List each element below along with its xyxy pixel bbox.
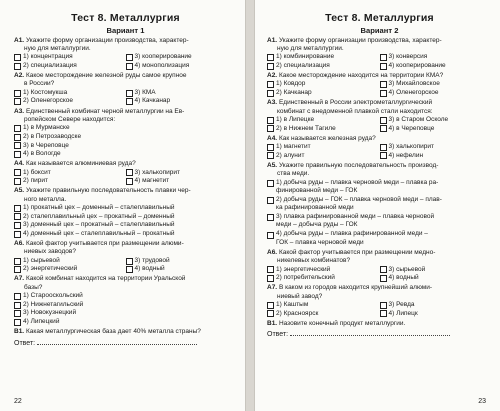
question-a5 [267,162,492,179]
answer-line[interactable] [37,344,197,345]
question-a1 [267,37,492,54]
options-a1 [14,53,237,70]
question-b1 [267,320,492,328]
answer-checkbox[interactable] [126,54,133,61]
answer-checkbox[interactable] [380,275,387,282]
variant-label: Вариант 2 [360,26,399,35]
answer-checkbox[interactable] [126,266,133,273]
option-label: 4) водный [134,265,165,273]
answer-checkbox[interactable] [380,152,387,159]
answer-checkbox[interactable] [267,125,274,132]
options-a6 [14,257,237,274]
answer-checkbox[interactable] [380,125,387,132]
option-label: 1) боксит [23,168,51,176]
question-text: В каком из городов находится крупнейший алюми- [278,284,433,292]
question-a2 [14,72,237,89]
question-number: А2. [267,72,278,79]
option-label: 4) в Череповце [388,124,435,132]
question-text-cont: ропейском Севере находится: [24,115,116,123]
question-text: Укажите правильную последовательность плавки чер- [25,187,191,195]
question-text: Как называется алюминиевая руда? [25,160,136,168]
question-number: А7. [14,275,25,283]
question-number: А2. [14,72,25,79]
answer-field[interactable] [267,331,492,338]
option-label: 3) доменный цех – прокатный – сталеплавильный [23,221,175,229]
answer-checkbox[interactable] [380,144,387,151]
option-label: 3) трудовой [134,256,170,264]
option-label: 1) Костомукша [23,88,68,96]
variant-label: Вариант 1 [106,26,145,35]
answer-checkbox[interactable] [267,310,274,317]
answer-checkbox[interactable] [267,266,274,273]
answer-checkbox[interactable] [267,197,274,204]
answer-checkbox[interactable] [126,258,133,265]
options-a4 [267,143,492,160]
answer-line[interactable] [290,335,450,336]
question-number: А5. [14,187,25,195]
options-a5 [267,179,492,248]
question-text: Какое месторождение железной руды самое крупное [25,72,187,79]
option-label: 4) Липецк [388,309,418,317]
answer-checkbox[interactable] [380,63,387,70]
options-a2 [267,80,492,97]
option-label: 2) пирит [23,177,48,185]
answer-checkbox[interactable] [267,232,274,239]
question-text-cont: базы? [24,283,43,291]
question-a7 [267,284,492,301]
option-label: 1) Старооскольский [23,292,83,300]
question-text-cont: ства меди. [277,170,310,178]
options-a7 [267,301,492,318]
answer-checkbox[interactable] [14,134,21,141]
answer-checkbox[interactable] [14,205,21,212]
option-label: 3) в Череповце [23,141,69,149]
question-text-cont: ную для металлургии. [24,44,91,52]
options-a5 [14,204,237,238]
answer-checkbox[interactable] [267,214,274,221]
option-label: 3) Ревда [388,301,415,309]
question-number: А1. [267,36,278,44]
right-page [254,0,500,411]
question-text-cont: ниевых заводов? [24,248,76,256]
question-text: Какой фактор учитывается при размещении алюми- [25,239,184,247]
question-text: Назовите конечный продукт металлургии. [278,319,406,327]
question-number: А4. [267,134,278,142]
left-page [0,0,246,411]
option-label: 3) КМА [134,88,156,96]
answer-checkbox[interactable] [267,54,274,61]
option-label: 2) Красноярск [276,309,319,317]
option-label: 2) Оленегорское [23,97,74,105]
answer-checkbox[interactable] [14,293,21,300]
option-label: 3) в Старом Осколе [388,115,449,123]
option-label: 1) прокатный цех – доменный – сталеплавильный [23,204,175,212]
answer-checkbox[interactable] [380,81,387,88]
option-label: 4) добыча руды – плавка рафинированной меди – ГОК – плавка черновой меди [276,230,428,246]
question-a4 [14,160,237,168]
option-label: 2) сталеплавильный цех – прокатный – доменный [23,212,175,220]
option-label: 3) халькопирит [388,143,434,150]
option-label: 2) алунит [276,151,305,159]
answer-checkbox[interactable] [14,54,21,61]
answer-field[interactable] [14,340,237,347]
question-a2 [267,72,492,80]
option-label: 3) конверсия [388,53,428,61]
question-number: А6. [267,248,278,256]
option-label: 4) Оленегорское [388,89,439,96]
options-a2 [14,89,237,106]
question-text-cont: в России? [24,80,55,88]
option-label: 2) специализация [23,61,77,69]
question-text: Как называется железная руда? [278,134,376,142]
answer-checkbox[interactable] [126,63,133,70]
answer-checkbox[interactable] [380,302,387,309]
option-label: 3) халькопирит [134,168,180,176]
question-text-cont: комбинат с внедоменной плавкой стали находится: [277,107,433,115]
option-label: 1) в Липецке [276,115,315,123]
question-number: А7. [267,284,278,292]
test-title: Тест 8. Металлургия [325,12,434,24]
question-text-cont: ную для металлургии. [277,44,344,52]
option-label: 2) энергетический [23,265,78,273]
answer-checkbox[interactable] [126,98,133,105]
answer-label: Ответ: [267,331,289,339]
option-label: 1) Каштым [276,301,309,309]
option-label: 3) кооперирование [134,53,192,61]
answer-checkbox[interactable] [14,231,21,238]
question-text: Укажите правильную последовательность производ- [278,161,439,169]
question-number: А5. [267,161,278,169]
option-label: 4) водный [388,274,419,282]
option-label: 4) Качканар [134,97,171,105]
answer-checkbox[interactable] [380,117,387,124]
option-label: 1) энергетический [276,265,331,273]
option-label: 2) Нижнетагильский [23,300,84,308]
options-a3 [267,116,492,133]
option-label: 3) Новокузнецкий [23,309,77,317]
answer-checkbox[interactable] [14,213,21,220]
option-label: 2) добыча руды – ГОК – плавка черновой меди – плав- ка рафинированной меди [276,195,442,212]
answer-checkbox[interactable] [380,266,387,273]
question-b1 [14,328,237,336]
option-label: 1) комбинирование [276,53,335,61]
answer-checkbox[interactable] [14,258,21,265]
question-number: А4. [14,160,25,168]
question-a6 [267,249,492,266]
question-text: Какая металлургическая база дает 40% металла страны? [25,328,201,336]
answer-checkbox[interactable] [380,310,387,317]
test-title: Тест 8. Металлургия [71,12,180,24]
options-a1 [267,53,492,70]
answer-checkbox[interactable] [14,98,21,105]
option-label: 1) магнетит [276,143,311,150]
option-label: 4) Липецкий [23,318,60,326]
question-number: В1. [14,328,25,336]
answer-checkbox[interactable] [267,63,274,70]
question-number: А3. [14,107,25,115]
option-label: 2) в Петрозаводске [23,132,82,140]
answer-checkbox[interactable] [14,63,21,70]
answer-checkbox[interactable] [267,81,274,88]
answer-checkbox[interactable] [267,275,274,282]
question-number: А1. [14,36,25,44]
answer-checkbox[interactable] [14,169,21,176]
option-label: 4) доменный цех – сталеплавильный – прокатный [23,229,175,237]
question-a7 [14,275,237,292]
question-number: А3. [267,99,278,107]
question-text: Укажите форму организации производства, характер- [25,36,189,44]
answer-checkbox[interactable] [126,169,133,176]
answer-checkbox[interactable] [14,302,21,309]
answer-checkbox[interactable] [14,266,21,273]
option-label: 2) специализация [276,61,330,69]
option-label: 4) нефелин [388,151,424,159]
question-text: Какое месторождение находится на территории КМА? [278,72,444,79]
question-a5 [14,187,237,204]
answer-checkbox[interactable] [267,90,274,97]
option-label: 4) магнетит [134,177,170,185]
answer-checkbox[interactable] [380,54,387,61]
question-a6 [14,240,237,257]
answer-checkbox[interactable] [14,319,21,326]
page-number: 22 [14,398,22,405]
question-text-cont: ного металла. [24,195,67,203]
option-label: 3) сырьевой [388,265,426,273]
question-text-cont: никелевых комбинатов? [277,257,351,265]
answer-checkbox[interactable] [14,178,21,185]
options-a7 [14,292,237,326]
question-a4 [267,135,492,143]
options-a4 [14,169,237,186]
option-label: 3) Михайловское [388,80,440,88]
question-text: Единственный в России электрометаллургический [278,99,433,107]
answer-checkbox[interactable] [267,180,274,187]
question-number: В1. [267,319,278,327]
option-label: 1) концентрация [23,53,73,61]
option-label: 4) в Вологде [23,150,61,158]
option-label: 4) монополизация [134,61,190,69]
answer-checkbox[interactable] [126,178,133,185]
question-text: Какой фактор учитывается при размещении медно- [278,248,436,256]
option-label: 1) Ковдор [276,80,306,88]
option-label: 2) потребительский [276,274,335,282]
answer-checkbox[interactable] [14,90,21,97]
answer-checkbox[interactable] [267,152,274,159]
question-text: Укажите форму организации производства, характер- [278,36,442,44]
question-text-cont: ниевый завод? [277,292,323,300]
option-label: 1) в Мурманске [23,124,70,132]
question-a3 [14,108,237,125]
answer-checkbox[interactable] [267,302,274,309]
option-label: 3) плавка рафинированной меди – плавка черновой меди – добыча руды – ГОК [276,212,435,229]
answer-checkbox[interactable] [267,117,274,124]
answer-checkbox[interactable] [126,90,133,97]
answer-checkbox[interactable] [380,90,387,97]
answer-checkbox[interactable] [14,125,21,132]
question-a1 [14,37,237,54]
option-label: 4) кооперирование [388,61,446,69]
answer-checkbox[interactable] [14,151,21,158]
answer-checkbox[interactable] [14,142,21,149]
page-number: 23 [478,398,486,405]
answer-checkbox[interactable] [14,222,21,229]
option-label: 1) сырьевой [23,256,60,264]
option-label: 2) в Нижнем Тагиле [276,124,336,132]
options-a6 [267,266,492,283]
answer-label: Ответ: [14,339,36,347]
options-a3 [14,124,237,158]
question-text: Какой комбинат находится на территории Уральской [25,275,186,283]
question-a3 [267,99,492,116]
answer-checkbox[interactable] [14,310,21,317]
question-number: А6. [14,239,25,247]
option-label: 1) добыча руды – плавка черновой меди – плавка ра- финированной меди – ГОК [276,178,439,195]
question-text: Единственный комбинат черной металлургии на Ев- [25,107,185,115]
answer-checkbox[interactable] [267,144,274,151]
option-label: 2) Качканар [276,89,312,96]
